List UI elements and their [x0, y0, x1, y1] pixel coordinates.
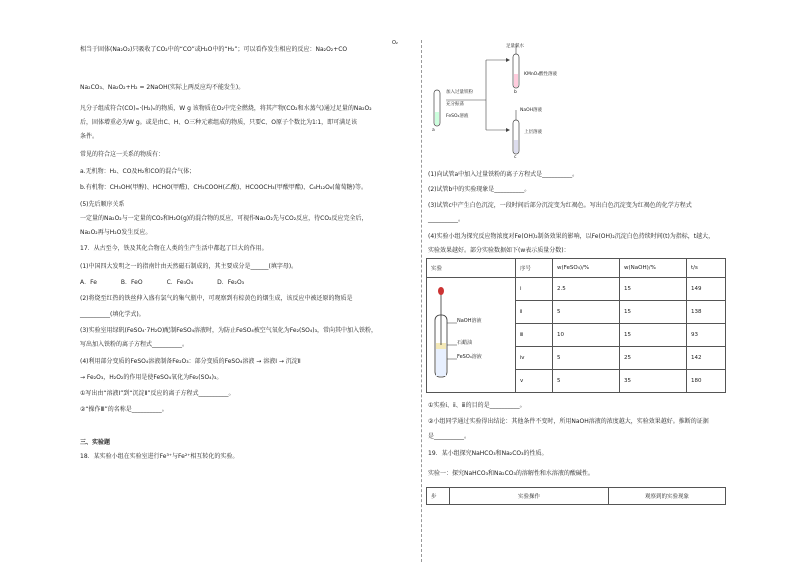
left-text-line: 条件。: [80, 133, 99, 140]
left-text-line: 17．从古至今，铁及其化合物在人类的生产生活中都起了巨大的作用。: [80, 245, 268, 252]
right-text-line: ①实验ⅰ、ⅱ、ⅲ的目的是__________。: [428, 402, 526, 409]
left-text-line: (4)利用部分变质的FeSO₄溶液制备Fe₂O₃：部分变质的FeSO₄溶液 → 溶液Ⅰ → 沉淀Ⅱ: [80, 358, 301, 365]
label-b: b: [514, 90, 517, 95]
arrowhead-c: [506, 128, 510, 132]
cell: 180: [687, 370, 726, 393]
apparatus-label-paraffin: 石蜡油: [457, 340, 473, 346]
left-text-line: ①写出由“溶液Ⅰ”到“沉淀Ⅱ”反应的离子方程式__________。: [80, 390, 235, 397]
arrowhead-b: [506, 58, 510, 62]
th-index: 序号: [516, 259, 553, 278]
th-feso4: w(FeSO₄)/%: [553, 259, 620, 278]
right-text-line: (2)试管b中的实验现象是__________。: [428, 186, 531, 193]
th-operation: 实验操作: [450, 488, 609, 505]
left-text-line: (2)将烧至红热的铁丝伸入盛有氯气的集气瓶中，可观察到有棕黄色的烟生成，该反应中被还原的物质是: [80, 295, 353, 302]
label-a: a: [432, 128, 435, 133]
label-naoh: NaOH溶液: [520, 108, 543, 113]
label-add-iron: 加入过量铁粉: [446, 90, 473, 95]
experiment-table: [426, 487, 726, 505]
label-c: c: [514, 155, 517, 160]
left-text-line: __________(填化学式)。: [80, 311, 145, 318]
cell: 142: [687, 347, 726, 370]
tube-a-liquid: [435, 112, 439, 125]
right-text-line: (1)向试管a中加入过量铁粉的离子方程式是__________。: [428, 171, 579, 178]
cell: 10: [553, 324, 620, 347]
right-text-line: 是__________。: [428, 433, 471, 440]
label-feso4: FeSO₄溶液: [446, 114, 469, 119]
apparatus-cell: [427, 278, 516, 393]
tube-b-liquid: [514, 74, 518, 87]
cell: ⅱ: [516, 301, 553, 324]
left-text-line: 三、实验题: [80, 439, 111, 446]
right-text-line: 实验效果越好。部分实验数据如下(w表示质量分数)：: [428, 247, 570, 254]
cell: ⅳ: [516, 347, 553, 370]
right-text-line: __________。: [428, 216, 465, 223]
cell: 15: [620, 278, 687, 301]
cell: 93: [687, 324, 726, 347]
cell: 5: [553, 370, 620, 393]
cell: 15: [620, 301, 687, 324]
cell: 35: [620, 370, 687, 393]
th-experiment: 实验: [427, 259, 516, 278]
right-text-line: 实验一：探究NaHCO₃和Na₂CO₃的溶解性和水溶液的酸碱性。: [428, 470, 594, 477]
cell: 138: [687, 301, 726, 324]
right-text-line: 19．某小组探究NaHCO₃和Na₂CO₃的性质。: [428, 450, 548, 457]
left-text-line: 写出加入铁粉的离子方程式__________。: [80, 341, 189, 348]
left-text-line: a.无机物：H₂、CO及H₂和CO的混合气体；: [80, 168, 196, 175]
th-time: t/s: [687, 259, 726, 278]
apparatus-label-feso4: FeSO₄溶液: [457, 354, 482, 360]
left-text-line: 一定量的Na₂O₂与一定量的CO₂和H₂O(g)的混合物的反应，可视作Na₂O₂先与CO₂反应，待CO₂反应完全后，: [80, 215, 368, 222]
dropper-bulb: [438, 287, 444, 295]
label-upper-solution: 上层溶液: [524, 130, 542, 135]
apparatus-label-naoh: NaOH溶液: [457, 318, 482, 324]
left-text-line: 常见的符合这一关系的物质有：: [80, 151, 165, 158]
label-shake: 充分振荡: [446, 102, 464, 107]
column-divider: [421, 40, 422, 562]
feso4-liquid: [436, 349, 446, 376]
cell: 15: [620, 324, 687, 347]
th-naoh: w(NaOH)/%: [620, 259, 687, 278]
left-text-line: ②“操作Ⅲ”的名称是__________。: [80, 406, 168, 413]
tube-c-liquid: [514, 140, 518, 153]
left-text-line: → Fe₂O₃，H₂O₂的作用是使FeSO₄氧化为Fe₂(SO₄)₃。: [80, 374, 223, 381]
table-header-row: [427, 259, 726, 278]
cell: 5: [553, 347, 620, 370]
experiment-diagram: [428, 40, 588, 160]
reaction-condition-o2: O₂: [392, 40, 398, 46]
left-text-line: (1)中国四大发明之一的指南针由天然磁石制成的，其主要成分是______(填字母)。: [80, 263, 298, 270]
cell: ⅴ: [516, 370, 553, 393]
left-text-line: Na₂O₂再与H₂O发生反应。: [80, 229, 152, 236]
right-text-line: ②小组同学通过实验得出结论：其他条件不变时，所用NaOH溶液的浓度越大，实验效果越好。推断的证据: [428, 418, 709, 425]
right-text-line: (3)试管c中产生白色沉淀，一段时间后部分沉淀变为红褐色。写出白色沉淀变为红褐色的化学方程式: [428, 202, 692, 209]
right-text-line: (4)实验小组为探究反应物浓度对Fe(OH)₂制备效果的影响，以Fe(OH)₂沉淀白色持续时间(t)为指标，t越大，: [428, 233, 715, 240]
th-phenomenon: 观察到的实验现象: [609, 488, 726, 505]
left-text-line: 后，固体增重必为W g。或是由C、H、O三种元素组成的物质，只要C、O原子个数比为1∶1，即可满足该: [80, 119, 358, 126]
apparatus-drawing: [427, 279, 507, 389]
cell: 5: [553, 301, 620, 324]
table-header-row: [427, 488, 726, 505]
left-text-line: A．Fe B．FeO C．Fe₃O₄ D．Fe₂O₃: [80, 279, 245, 286]
cell: 2.5: [553, 278, 620, 301]
label-chlorine-water: 足量氯水: [506, 44, 524, 49]
data-table: [426, 258, 726, 393]
cell: ⅰ: [516, 278, 553, 301]
cell: ⅲ: [516, 324, 553, 347]
left-text-line: b.有机物：CH₃OH(甲醇)、HCHO(甲醛)、CH₃COOH(乙酸)、HCOOCH₃(甲酸甲酯)、C₆H₁₂O₆(葡萄糖)等。: [80, 184, 367, 191]
left-text-line: 18．某实验小组在实验室进行Fe³⁺与Fe²⁺相互转化的实验。: [80, 453, 239, 460]
left-text-line: (5)先后顺序关系: [80, 201, 125, 208]
test-tube-diagram: [428, 40, 588, 160]
left-text-line: (3)实验室用绿矾(FeSO₄·7H₂O)配制FeSO₄溶液时，为防止FeSO₄被空气氧化为Fe₂(SO₄)₃，常向其中加入铁粉，: [80, 327, 378, 334]
left-text-line: 相当于固体(Na₂O₂)只吸收了CO₂中的“CO”或H₂O中的“H₂”；可以看作发生相应的反应：Na₂O₂+CO: [80, 46, 348, 53]
table-row: [427, 278, 726, 301]
th-step: 步: [427, 488, 450, 505]
label-kmno4: KMnO₄酸性溶液: [524, 72, 558, 77]
left-text-line: Na₂CO₃、Na₂O₂+H₂ = 2NaOH(实际上两反应均不能发生)。: [80, 84, 245, 91]
left-text-line: 凡分子组成符合(CO)ₘ·(H₂)ₙ的物质，W g 该物质在O₂中完全燃烧，将其产物(CO₂和水蒸气)通过足量的Na₂O₂: [80, 105, 372, 112]
cell: 149: [687, 278, 726, 301]
cell: 25: [620, 347, 687, 370]
